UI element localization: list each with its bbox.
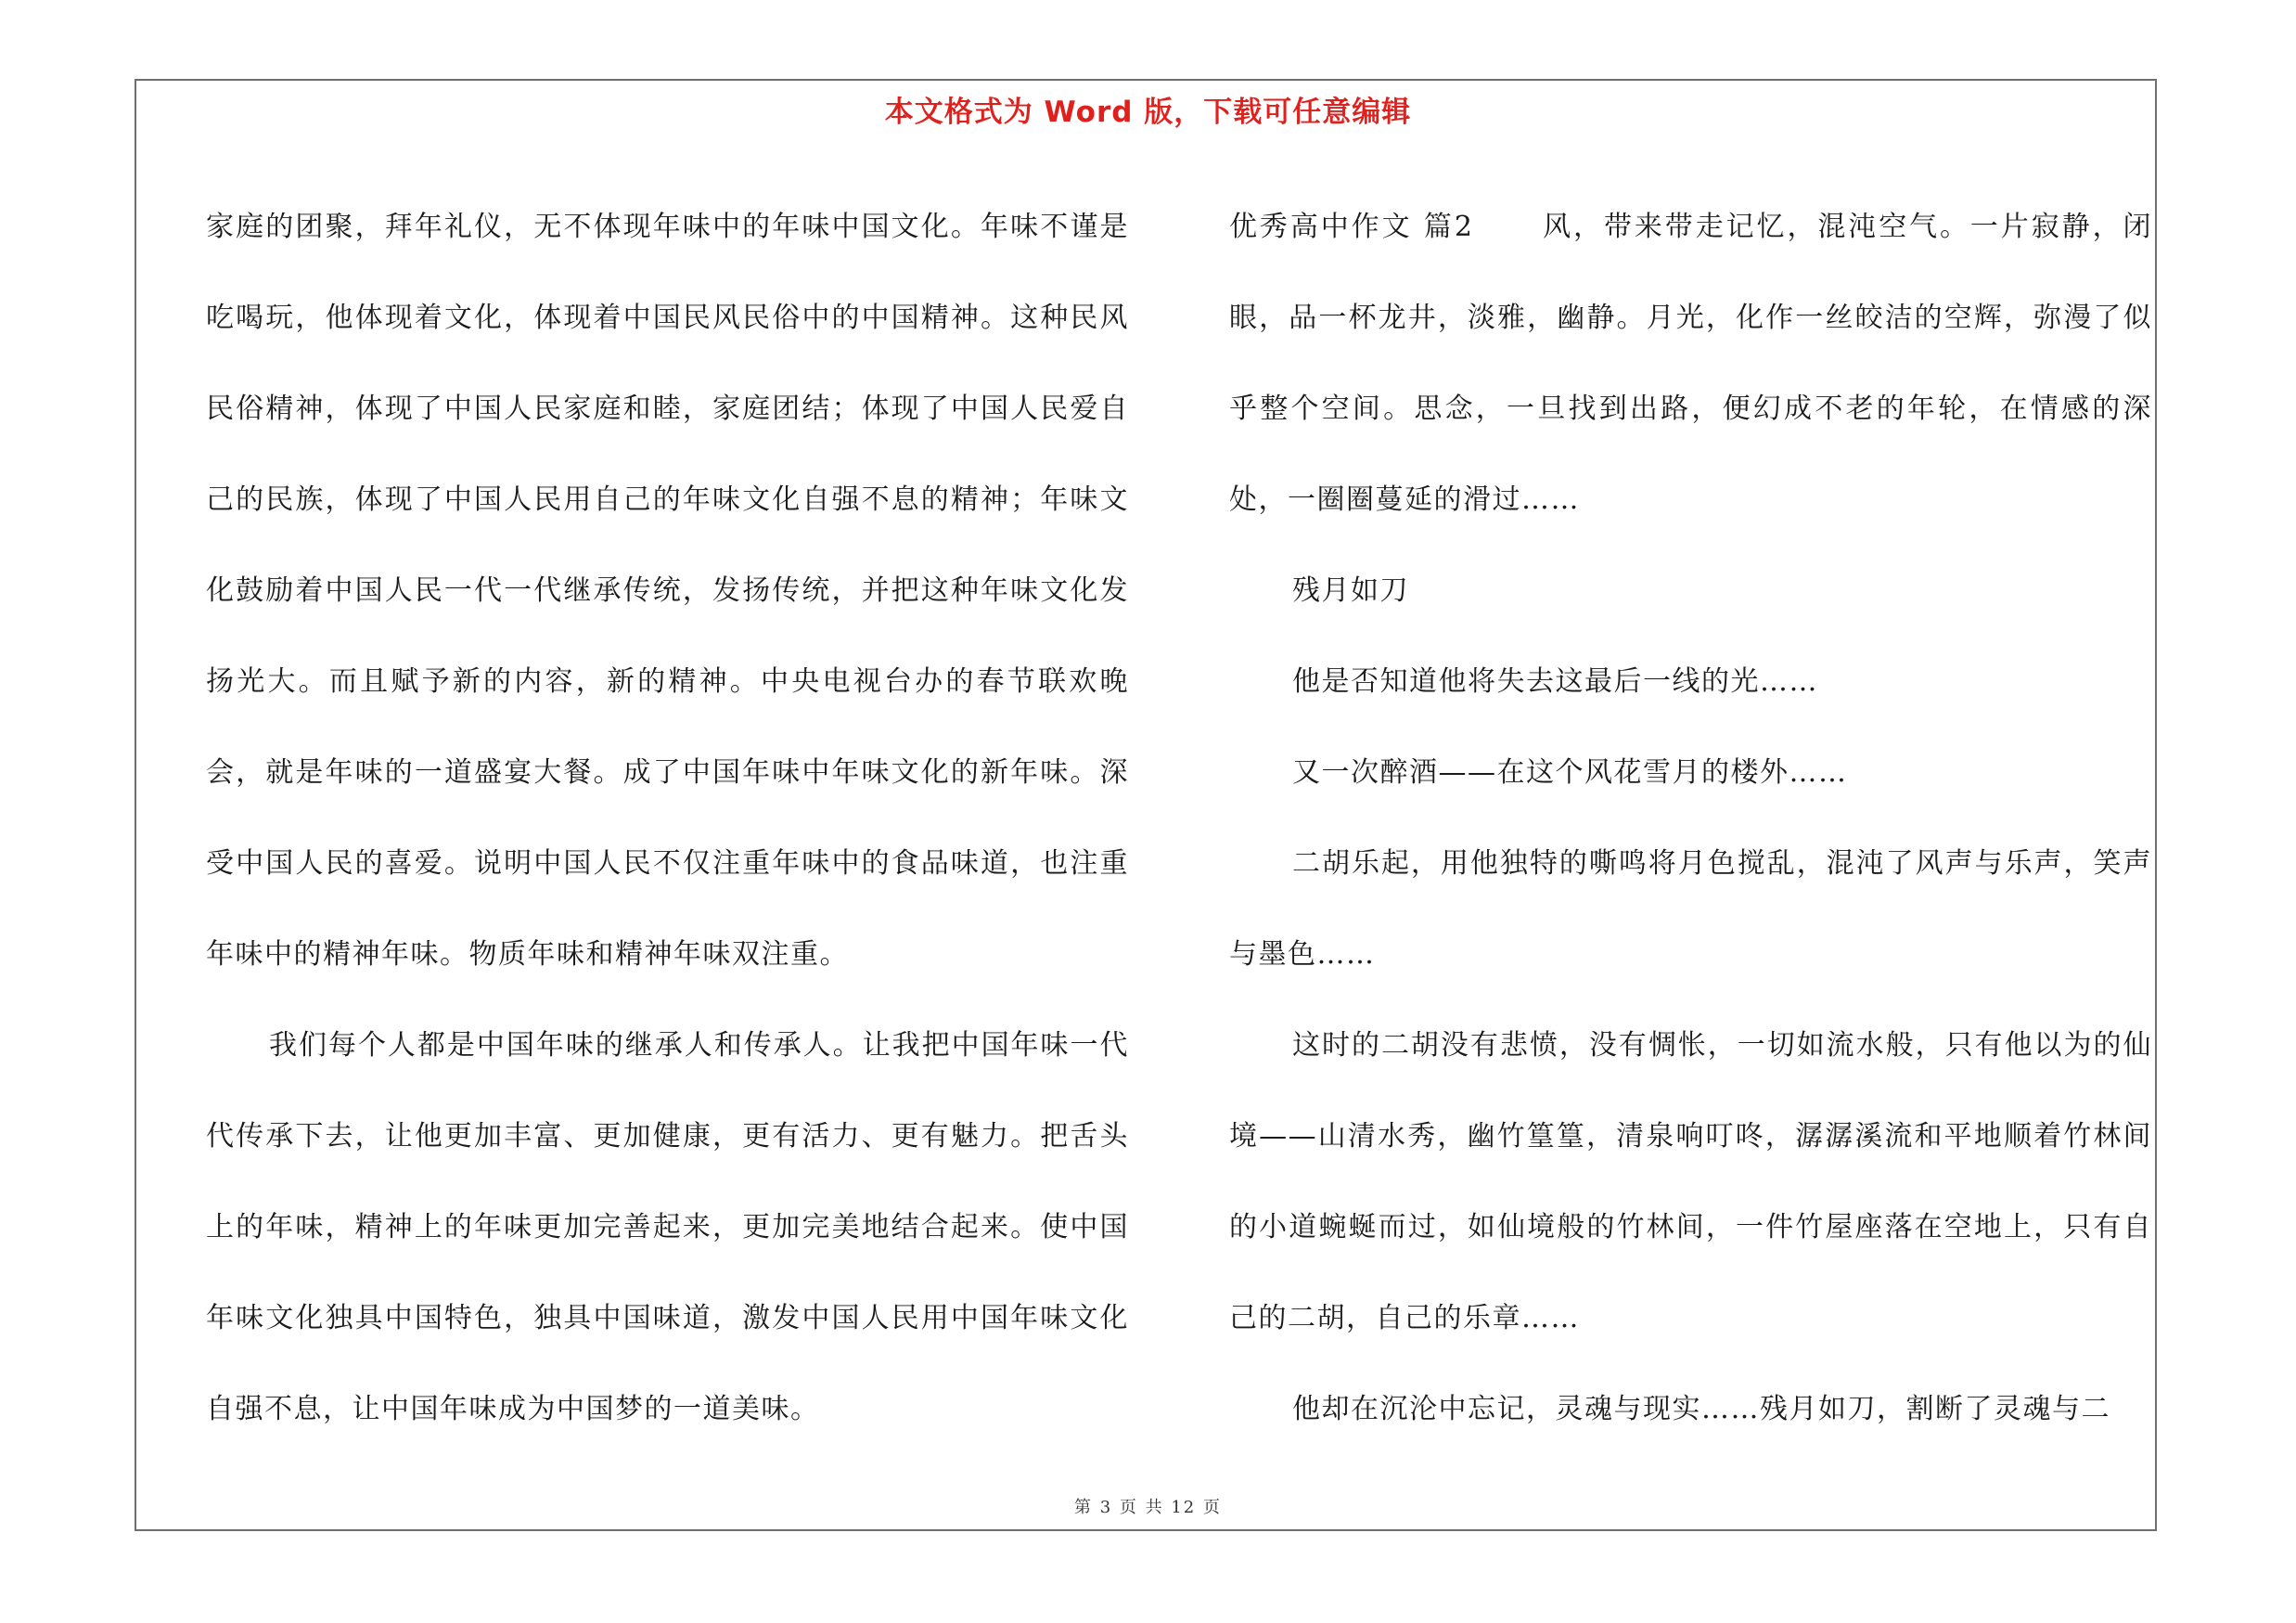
body-paragraph: 他却在沉沦中忘记，灵魂与现实……残月如刀，割断了灵魂与二 [1292,1393,2110,1425]
heading-gap [1473,211,1543,243]
body-paragraph: 我们每个人都是中国年味的继承人和传承人。让我把中国年味一代代传承下去，让他更加丰富、更加健康，更有活力、更有魅力。把舌头上的年味，精神上的年味更加完善起来，更加完美地结合起来。使中国年味文化独具中国特色，独具中国味道，激发中国人民用中国年味文化自强不息，让中国年味成为中国梦的一道美味。 [206,1029,1129,1425]
page-number-footer: 第 3 页 共 12 页 [1074,1498,1222,1517]
right-column [1229,182,2152,1455]
essay-heading: 优秀高中作文 篇2 [1229,211,1474,243]
essay-subtitle: 残月如刀 [1292,574,1409,607]
header-banner: 本文格式为 Word 版，下载可任意编辑 [884,96,1412,129]
essay-opening-paragraph [1229,182,2152,546]
left-column [206,182,1129,1455]
body-paragraph: 这时的二胡没有悲愤，没有惆怅，一切如流水般，只有他以为的仙境——山清水秀，幽竹篁篁，清泉响叮咚，潺潺溪流和平地顺着竹林间的小道蜿蜒而过，如仙境般的竹林间，一件竹屋座落在空地上，只有自己的二胡，自己的乐章…… [1229,1029,2152,1334]
essay-opening-text: 风，带来带走记忆，混沌空气。一片寂静，闭眼，品一杯龙井，淡雅，幽静。月光，化作一丝皎洁的空辉，弥漫了似乎整个空间。思念，一旦找到出路，便幻成不老的年轮，在情感的深处，一圈圈蔓延的滑过…… [1229,211,2153,516]
body-paragraph: 家庭的团聚，拜年礼仪，无不体现年味中的年味中国文化。年味不谨是吃喝玩，他体现着文化，体现着中国民风民俗中的中国精神。这种民风民俗精神，体现了中国人民家庭和睦，家庭团结；体现了中国人民爱自己的民族，体现了中国人民用自己的年味文化自强不息的精神；年味文化鼓励着中国人民一代一代继承传统，发扬传统，并把这种年味文化发扬光大。而且赋予新的内容，新的精神。中央电视台办的春节联欢晚会，就是年味的一道盛宴大餐。成了中国年味中年味文化的新年味。深受中国人民的喜爱。说明中国人民不仅注重年味中的食品味道，也注重年味中的精神年味。物质年味和精神年味双注重。 [206,211,1129,971]
body-paragraph: 他是否知道他将失去这最后一线的光…… [1292,665,1818,698]
body-paragraph: 又一次醉酒——在这个风花雪月的楼外…… [1292,756,1848,789]
body-paragraph: 二胡乐起，用他独特的嘶鸣将月色搅乱，混沌了风声与乐声，笑声与墨色…… [1229,847,2152,971]
